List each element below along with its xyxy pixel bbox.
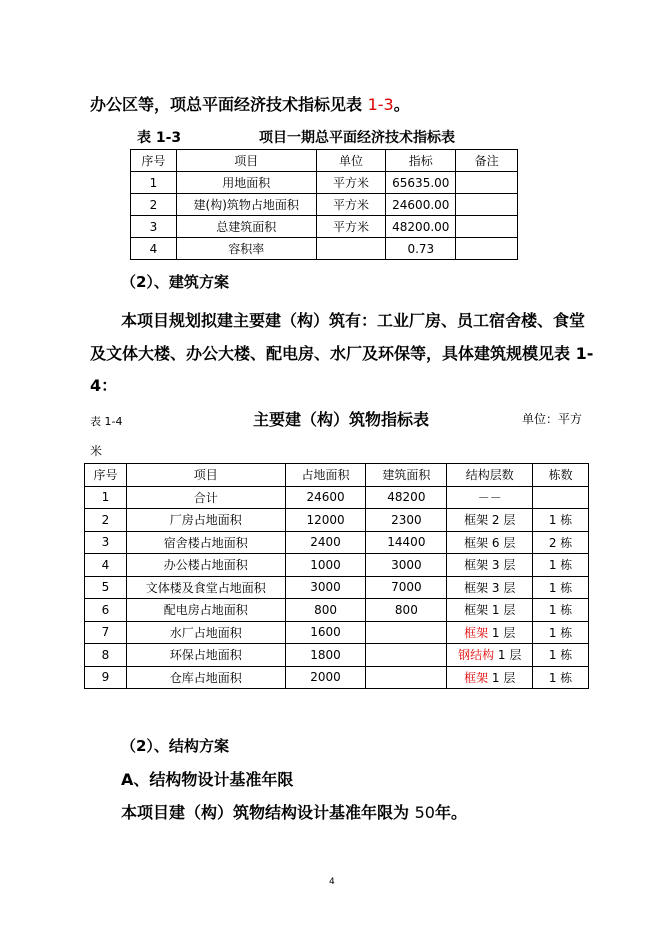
table13-cell: 48200.00 bbox=[386, 216, 456, 238]
table14-cell: 框架 6 层 bbox=[447, 531, 533, 554]
section-arch-para3: 4： bbox=[90, 376, 118, 395]
section-arch-para1: 本项目规划拟建主要建（构）筑有：工业厂房、员工宿舍楼、食堂 bbox=[121, 311, 586, 330]
table14-header: 结构层数 bbox=[447, 464, 533, 487]
table13-header: 指标 bbox=[386, 150, 456, 172]
table14-cell: 3000 bbox=[285, 576, 366, 599]
table13-header: 项目 bbox=[176, 150, 316, 172]
table13-cell: 平方米 bbox=[316, 216, 386, 238]
table14-cell: －－ bbox=[447, 486, 533, 509]
table14-cell: 800 bbox=[366, 599, 447, 622]
table13-cell bbox=[456, 172, 518, 194]
table-row bbox=[85, 531, 589, 554]
struct-rest: 1 层 bbox=[488, 625, 516, 640]
table14-cell bbox=[447, 666, 533, 689]
table13-cell bbox=[456, 216, 518, 238]
table13-header: 序号 bbox=[131, 150, 177, 172]
table13 bbox=[130, 149, 518, 260]
struct-red: 框架 bbox=[464, 625, 489, 640]
section-arch-para2: 及文体大楼、办公大楼、配电房、水厂及环保等，具体建筑规模见表 1- bbox=[90, 344, 594, 363]
table14-cell: 水厂占地面积 bbox=[126, 621, 285, 644]
table14-cell: 2 bbox=[85, 509, 127, 532]
section-struct-para bbox=[121, 800, 467, 823]
table14-cell: 24600 bbox=[285, 486, 366, 509]
table-row bbox=[85, 644, 589, 667]
table14-cell: 1600 bbox=[285, 621, 366, 644]
table14-cell: 框架 3 层 bbox=[447, 554, 533, 577]
table14-cell: 1 栋 bbox=[533, 509, 589, 532]
table-row bbox=[85, 576, 589, 599]
table14-cell: 文体楼及食堂占地面积 bbox=[126, 576, 285, 599]
table14-cell: 1 栋 bbox=[533, 576, 589, 599]
table14-header: 栋数 bbox=[533, 464, 589, 487]
table13-cell: 1 bbox=[131, 172, 177, 194]
table14-cell: 7000 bbox=[366, 576, 447, 599]
table14-cell: 1 bbox=[85, 486, 127, 509]
table14-cell: 框架 3 层 bbox=[447, 576, 533, 599]
table14-cell bbox=[366, 666, 447, 689]
table13-cell: 用地面积 bbox=[176, 172, 316, 194]
table13-title: 项目一期总平面经济技术指标表 bbox=[259, 130, 455, 146]
table14-cell: 2000 bbox=[285, 666, 366, 689]
struct-rest: 1 层 bbox=[494, 648, 522, 663]
table13-cell: 2 bbox=[131, 194, 177, 216]
table-row bbox=[131, 194, 518, 216]
table14-cell: 配电房占地面积 bbox=[126, 599, 285, 622]
table13-cell: 0.73 bbox=[386, 238, 456, 260]
table14-cell: 3000 bbox=[366, 554, 447, 577]
table14-cell: 1 栋 bbox=[533, 554, 589, 577]
table13-cell: 建(构)筑物占地面积 bbox=[176, 194, 316, 216]
table14-title: 主要建（构）筑物指标表 bbox=[253, 410, 430, 429]
table13-cell bbox=[456, 194, 518, 216]
table14-header: 建筑面积 bbox=[366, 464, 447, 487]
table-row bbox=[131, 172, 518, 194]
table14-cell: 框架 2 层 bbox=[447, 509, 533, 532]
table-row bbox=[85, 509, 589, 532]
table-row bbox=[85, 486, 589, 509]
table14-cell bbox=[447, 621, 533, 644]
table14-header: 序号 bbox=[85, 464, 127, 487]
table-row bbox=[131, 216, 518, 238]
table13-cell: 平方米 bbox=[316, 194, 386, 216]
struct-red: 钢结构 bbox=[458, 648, 495, 663]
table13-cell: 4 bbox=[131, 238, 177, 260]
table14-cell: 1 栋 bbox=[533, 666, 589, 689]
table14-cell: 1 栋 bbox=[533, 644, 589, 667]
table14-cell: 环保占地面积 bbox=[126, 644, 285, 667]
intro-line bbox=[90, 92, 410, 115]
table14-cell: 1 栋 bbox=[533, 599, 589, 622]
table13-cell: 65635.00 bbox=[386, 172, 456, 194]
table14-header: 占地面积 bbox=[285, 464, 366, 487]
table14 bbox=[84, 463, 589, 689]
table14-cell: 3 bbox=[85, 531, 127, 554]
table14-header: 项目 bbox=[126, 464, 285, 487]
table-row bbox=[131, 238, 518, 260]
table13-label: 表 1-3 bbox=[137, 130, 182, 146]
intro-ref: 1-3 bbox=[367, 95, 394, 114]
struct-red: 框架 bbox=[464, 670, 489, 685]
table14-cell: 1 栋 bbox=[533, 621, 589, 644]
table14-cell: 4 bbox=[85, 554, 127, 577]
table14-cell bbox=[533, 486, 589, 509]
table-row bbox=[85, 554, 589, 577]
struct-para-num: 50 bbox=[414, 803, 435, 822]
table13-cell bbox=[316, 238, 386, 260]
table14-cell: 8 bbox=[85, 644, 127, 667]
table14-cell: 1000 bbox=[285, 554, 366, 577]
table14-cell: 2300 bbox=[366, 509, 447, 532]
table14-cell bbox=[366, 644, 447, 667]
section-struct-sub: A、结构物设计基准年限 bbox=[121, 770, 294, 789]
table14-cell: 2 栋 bbox=[533, 531, 589, 554]
table14-cell: 48200 bbox=[366, 486, 447, 509]
page-number: 4 bbox=[329, 877, 335, 887]
table14-cell: 厂房占地面积 bbox=[126, 509, 285, 532]
table14-cell: 7 bbox=[85, 621, 127, 644]
struct-rest: 1 层 bbox=[488, 670, 516, 685]
table13-cell: 平方米 bbox=[316, 172, 386, 194]
table14-cell: 办公楼占地面积 bbox=[126, 554, 285, 577]
table14-cell: 2400 bbox=[285, 531, 366, 554]
intro-text: 办公区等，项总平面经济技术指标见表 bbox=[90, 95, 368, 114]
struct-para-text: 本项目建（构）筑物结构设计基准年限为 bbox=[121, 803, 415, 822]
table14-cell: 5 bbox=[85, 576, 127, 599]
table13-cell: 3 bbox=[131, 216, 177, 238]
table14-cell bbox=[366, 621, 447, 644]
table13-cell: 24600.00 bbox=[386, 194, 456, 216]
table-row bbox=[85, 621, 589, 644]
table13-cell: 总建筑面积 bbox=[176, 216, 316, 238]
table13-cell bbox=[456, 238, 518, 260]
table14-header-row bbox=[85, 464, 589, 487]
table14-cell: 1800 bbox=[285, 644, 366, 667]
table14-cell: 6 bbox=[85, 599, 127, 622]
table14-cell: 800 bbox=[285, 599, 366, 622]
table14-cell bbox=[447, 644, 533, 667]
table-row bbox=[85, 599, 589, 622]
table14-label: 表 1-4 bbox=[90, 415, 123, 428]
table14-cell: 合计 bbox=[126, 486, 285, 509]
table14-cell: 12000 bbox=[285, 509, 366, 532]
table13-header-row bbox=[131, 150, 518, 172]
table14-cell: 仓库占地面积 bbox=[126, 666, 285, 689]
intro-end: 。 bbox=[393, 95, 410, 114]
table14-cell: 框架 1 层 bbox=[447, 599, 533, 622]
table14-unit-cont: 米 bbox=[90, 444, 103, 458]
table-row bbox=[85, 666, 589, 689]
table13-header: 单位 bbox=[316, 150, 386, 172]
table14-cell: 宿舍楼占地面积 bbox=[126, 531, 285, 554]
table13-cell: 容积率 bbox=[176, 238, 316, 260]
section-struct-heading: （2）、结构方案 bbox=[121, 737, 229, 755]
table14-cell: 9 bbox=[85, 666, 127, 689]
table14-unit: 单位：平方 bbox=[522, 412, 583, 426]
section-arch-heading: （2）、建筑方案 bbox=[121, 273, 229, 291]
table14-cell: 14400 bbox=[366, 531, 447, 554]
table13-header: 备注 bbox=[456, 150, 518, 172]
struct-para-end: 年。 bbox=[434, 803, 467, 822]
